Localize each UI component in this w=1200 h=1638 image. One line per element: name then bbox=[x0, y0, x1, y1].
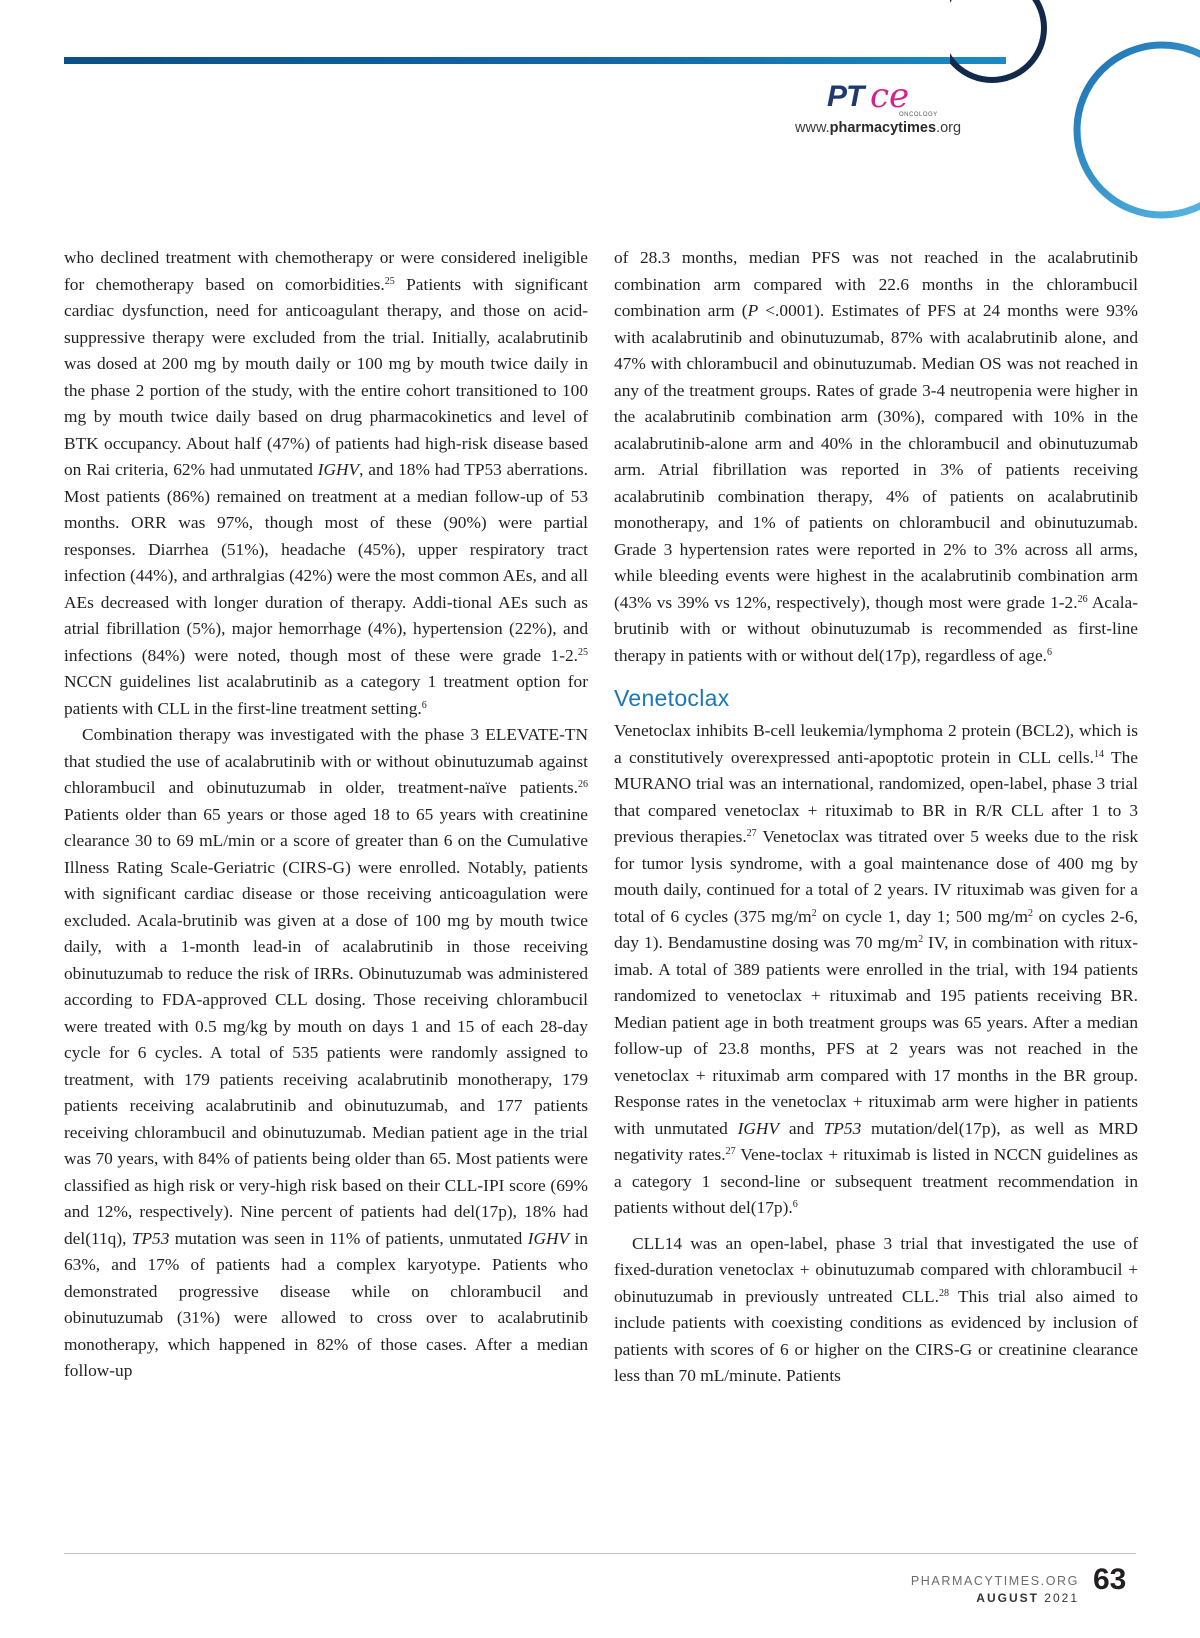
text-run: Combination therapy was investigated with the phase 3 ELEVATE-TN that studied the use of acalabrutinib with or without obinutuzumab against chlorambucil and obinutuzumab in older, treatment-naïve patients. bbox=[64, 725, 588, 797]
gene-ighv: IGHV bbox=[527, 1228, 570, 1248]
site-url[interactable] bbox=[795, 120, 961, 136]
p-value-symbol: P bbox=[747, 301, 759, 320]
ref-6: 6 bbox=[1047, 646, 1052, 658]
text-run: in 63%, and 17% of patients had a complex karyotype. Patients who demonstrated progressive disease while on chlorambucil and obinutuzumab (31%) were allowed to cross over to acalabrutinib monotherapy, which happened in 82% of those cases. After a median follow-up bbox=[64, 1228, 588, 1380]
left-column bbox=[64, 245, 588, 1385]
gene-ighv: IGHV bbox=[737, 1118, 780, 1138]
ref-26: 26 bbox=[578, 779, 588, 790]
footer-month: AUGUST bbox=[976, 1591, 1039, 1605]
text-run: CLL14 was an open-label, phase 3 trial that investigated the use of fixed-duration venetoclax + obinutuzumab compared with chlorambucil + obinutuzumab in previously untreated CLL. bbox=[614, 1233, 1138, 1306]
text-run: Patients with significant cardiac dysfunction, need for anticoagulant therapy, and those on acid-suppressive therapy were excluded from the trial. Initially, acalabrutinib was dosed at 200 mg by mouth daily or 100 mg by mouth twice daily in the phase 2 portion of the study, with the entire cohort transitioned to 100 mg by mouth twice daily based on drug pharmacokinetics and level of BTK occupancy. About half (47%) of patients had high-risk disease based on Rai criteria, 62% had unmutated bbox=[64, 274, 588, 479]
text-run: Patients older than 65 years or those aged 18 to 65 years with creatinine clearance 30 to 69 mL/min or a score of greater than 6 on the Cumulative Illness Rating Scale-Geriatric (CIRS-G) were enrolled. Notably, patients with significant cardiac disease or those receiving anticoagulation were excluded. Acala-brutinib was given at a dose of 100 mg by mouth twice daily, with a 1-month lead-in of acalabrutinib in those receiving obinutuzumab to reduce the risk of IRRs. Obinutuzumab was administered according to FDA-approved CLL dosing. Those receiving chlorambucil were treated with 0.5 mg/kg by mouth on days 1 and 15 of each 28-day cycle for 6 cycles. A total of 535 patients were randomly assigned to treatment, with 179 patients receiving acalabrutinib monotherapy, 179 patients receiving acalabrutinib and obinutuzumab, and 177 patients receiving chlorambucil and obinutuzumab. Median patient age in the trial was 70 years, with 84% of patients being older than 65. Most patients were classified as high risk or very-high risk based on their CLL-IPI score (69% and 12%, respectively). Nine percent of patients had del(17p), 18% had del(11q), bbox=[64, 804, 588, 1248]
text-run: NCCN guidelines list acalabrutinib as a category 1 treatment option for patients with CLL in the first-line treatment setting. bbox=[64, 672, 588, 718]
text-run: who declined treatment with chemotherapy or were considered ineligible for chemotherapy based on comorbidities. bbox=[64, 248, 588, 294]
ref-6: 6 bbox=[421, 699, 427, 711]
deco-circle-blue bbox=[1077, 45, 1200, 215]
ptce-logo[interactable] bbox=[795, 76, 1023, 140]
text-run: <.0001). Estimates of PFS at 24 months were 93% with acalabrutinib and obinutuzumab, 87% with acalabrutinib alone, and 47% with chlorambucil and obinutuzumab. Median OS was not reached in any of the treatment groups. Rates of grade 3-4 neutropenia were higher in the acalabrutinib combination arm (30%), compared with 10% in the acalabrutinib-alone arm and 40% in the chlorambucil and obinutuzumab arm. Atrial fibrillation was reported in 3% of patients receiving acalabrutinib combination therapy, 4% of patients on acalabrutinib monotherapy, and 1% of patients on chlorambucil and obinutuzumab. Grade 3 hypertension rates were reported in 2% to 3% across all arms, while bleeding events were highest in the acalabrutinib combination arm (43% vs 39% vs 12%, respectively), though most were grade 1-2. bbox=[614, 301, 1138, 612]
gene-tp53: TP53 bbox=[823, 1118, 862, 1138]
text-run: This trial also aimed to include patients with coexisting conditions as evidenced by inclusion of patients with scores of 6 or higher on the CIRS-G or creatinine clearance less than 70 mL/minute. Patients bbox=[614, 1286, 1138, 1385]
ref-25: 25 bbox=[578, 646, 588, 658]
ref-25: 25 bbox=[384, 275, 395, 287]
superscript-2: 2 bbox=[811, 907, 817, 919]
text-run: on cycles 2-6, day 1). Bendamustine dosing was 70 mg/m bbox=[614, 906, 1138, 952]
footer-rule bbox=[64, 1553, 1136, 1554]
left-paragraph-1 bbox=[64, 245, 588, 722]
text-run: Acala-brutinib with or without obinutuzumab is recommended as first-line therapy in patients with or without del(17p), regardless of age. bbox=[614, 592, 1138, 665]
text-run: mutation/del(17p), as well as MRD negativity rates. bbox=[614, 1118, 1139, 1164]
gene-tp53: TP53 bbox=[131, 1228, 170, 1248]
logo-oncology: ONCOLOGY bbox=[899, 112, 938, 118]
footer-site: PHARMACYTIMES.ORG bbox=[910, 1574, 1079, 1588]
superscript-2: 2 bbox=[918, 934, 924, 945]
ref-27: 27 bbox=[746, 828, 757, 839]
url-prefix: www. bbox=[795, 120, 830, 136]
text-run: on cycle 1, day 1; 500 mg/m bbox=[816, 906, 1028, 926]
footer-date bbox=[976, 1591, 1079, 1605]
ref-6: 6 bbox=[792, 1199, 798, 1210]
page-number: 63 bbox=[1093, 1563, 1127, 1596]
text-run: Venetoclax was titrated over 5 weeks due to the risk for tumor lysis syndrome, with a goal maintenance dose of 400 mg by mouth daily, continued for a total of 2 years. IV rituximab was given for a total of 6 cycles (375 mg/m bbox=[614, 827, 1138, 926]
right-paragraph-2 bbox=[614, 718, 1138, 1222]
text-run: Venetoclax inhibits B-cell leukemia/lymphoma 2 protein (BCL2), which is a constitutively overexpressed anti-apoptotic protein in CLL cells. bbox=[614, 721, 1138, 767]
right-paragraph-3 bbox=[614, 1231, 1138, 1390]
ref-27: 27 bbox=[725, 1146, 736, 1157]
text-run: , and 18% had TP53 aberrations. Most patients (86%) remained on treatment at a median follow-up of 53 months. ORR was 97%, though most of these (90%) were partial responses. Diarrhea (51%), headache (45%), upper respiratory tract infection (44%), and arthralgias (42%) were the most common AEs, and all AEs decreased with longer duration of therapy. Addi-tional AEs such as atrial fibrillation (5%), major hemorrhage (4%), hypertension (22%), and infections (84%) were noted, though most of these were grade 1-2. bbox=[64, 460, 589, 665]
right-column bbox=[614, 245, 1138, 1390]
left-paragraph-2 bbox=[64, 722, 588, 1385]
section-heading-venetoclax: Venetoclax bbox=[614, 685, 730, 711]
text-run: Vene-toclax + rituximab is listed in NCCN guidelines as a category 1 second-line or subsequent treatment recommendation in patients without del(17p). bbox=[614, 1145, 1138, 1217]
logo-ce: ce bbox=[870, 76, 910, 116]
ref-14: 14 bbox=[1093, 748, 1104, 760]
footer-year: 2021 bbox=[1044, 1591, 1079, 1605]
text-run: IV, in combination with ritux-imab. A total of 389 patients were enrolled in the trial, with 194 patients randomized to venetoclax + rituximab and 195 patients receiving BR. Median patient age in both treatment groups was 65 years. After a median follow-up of 23.8 months, PFS at 2 years was not reached in the venetoclax + rituximab arm compared with 17 months in the BR group. Response rates in the venetoclax + rituximab arm were higher in patients with unmutated bbox=[614, 933, 1138, 1138]
superscript-2: 2 bbox=[1027, 907, 1033, 919]
right-paragraph-1 bbox=[614, 245, 1138, 669]
url-suffix: .org bbox=[936, 120, 962, 136]
deco-circle-navy bbox=[950, 0, 1044, 80]
ref-28: 28 bbox=[938, 1287, 949, 1299]
header-accent-bar bbox=[64, 57, 1006, 64]
logo-pt: PT bbox=[827, 80, 864, 113]
gene-ighv: IGHV bbox=[317, 460, 360, 479]
text-run: of 28.3 months, median PFS was not reached in the acalabrutinib combination arm compared with 22.6 months in the chlorambucil combination arm ( bbox=[614, 248, 1138, 320]
text-run: mutation was seen in 11% of patients, unmutated bbox=[169, 1228, 528, 1248]
text-run: The MURANO trial was an international, randomized, open-label, phase 3 trial that compared venetoclax + rituximab to BR in R/R CLL after 1 to 3 previous therapies. bbox=[614, 747, 1138, 846]
ref-26: 26 bbox=[1077, 593, 1088, 605]
text-run: and bbox=[779, 1118, 824, 1138]
url-name: pharmacytimes bbox=[829, 120, 937, 136]
